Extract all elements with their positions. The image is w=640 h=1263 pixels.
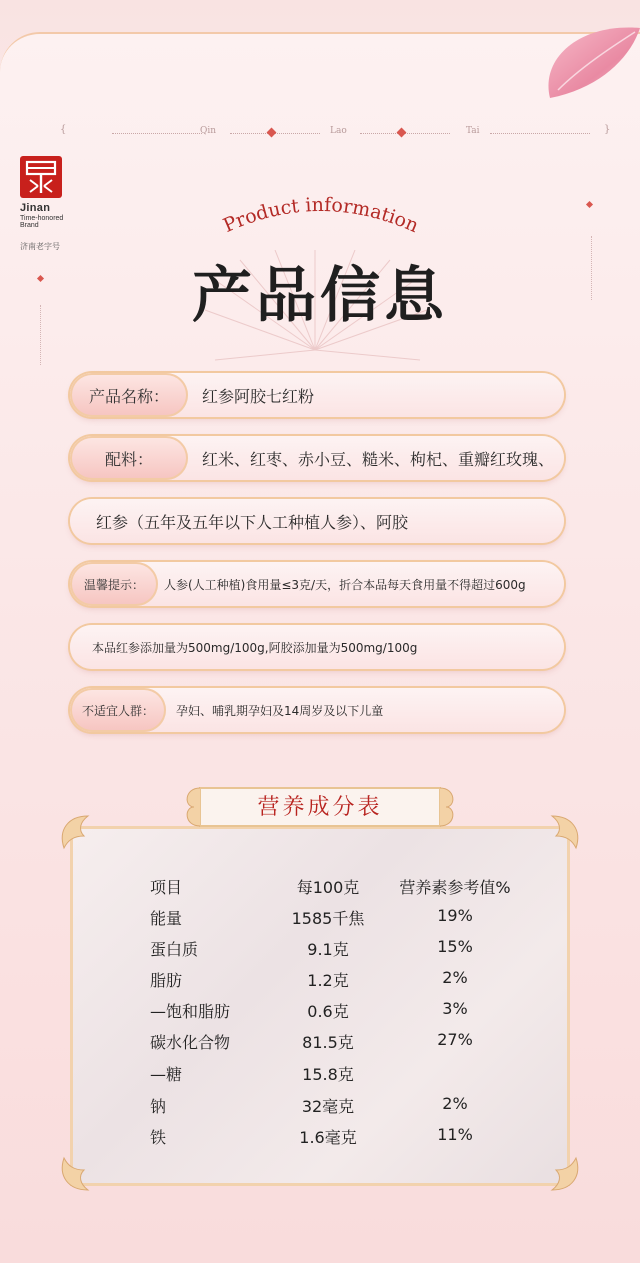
cell-item: 碳水化合物 <box>150 1033 231 1052</box>
cell-item: 脂肪 <box>150 971 183 990</box>
info-tag: 配料： <box>70 436 188 480</box>
cell-nrv: 3% <box>442 999 468 1018</box>
cell-amount: 81.5克 <box>302 1033 354 1052</box>
info-value: 本品红参添加量为500mg/100g,阿胶添加量为500mg/100g <box>92 640 418 655</box>
info-tag: 温馨提示： <box>70 562 158 606</box>
info-ingredients <box>70 436 564 480</box>
cell-amount: 0.6克 <box>307 1002 349 1021</box>
brand-text <box>20 203 63 229</box>
info-ingredients-cont <box>70 499 564 543</box>
ornament-corner-icon <box>54 810 104 850</box>
rose-petal-decoration <box>530 18 640 108</box>
table-row <box>150 1030 510 1054</box>
table-row <box>150 968 510 992</box>
header-per100g: 每100克 <box>296 878 360 897</box>
cell-item: 蛋白质 <box>150 940 199 959</box>
info-unsuitable <box>70 688 564 732</box>
table-row <box>150 1094 510 1118</box>
bracket-right: } <box>604 124 611 135</box>
deco-word-qin: Qin <box>200 126 217 136</box>
cell-item: 铁 <box>150 1128 167 1147</box>
info-value: 红米、红枣、赤小豆、糙米、枸杞、重瓣红玫瑰、 <box>202 449 555 469</box>
table-row <box>150 937 510 961</box>
info-value: 红参阿胶七红粉 <box>202 386 315 406</box>
info-value: 红参（五年及五年以下人工种植人参）、阿胶 <box>96 512 409 532</box>
header-nrv: 营养素参考值% <box>399 878 511 897</box>
cell-nrv: 2% <box>442 968 468 987</box>
table-row <box>150 906 510 930</box>
info-tag: 不适宜人群： <box>70 688 166 732</box>
product-information-heading <box>190 180 450 250</box>
page-title: 产品信息 <box>192 261 448 331</box>
nutrition-title: 营养成分表 <box>257 795 383 820</box>
brand-logo <box>20 156 62 198</box>
svg-text:Product information: Product information <box>220 193 422 238</box>
header-item: 项目 <box>150 878 183 897</box>
cell-amount: 15.8克 <box>302 1065 354 1084</box>
ornament-corner-icon <box>536 1156 586 1196</box>
table-row <box>150 1125 510 1149</box>
cell-amount: 1.6毫克 <box>299 1128 357 1147</box>
cell-amount: 1585千焦 <box>291 909 365 928</box>
cell-nrv: 2% <box>442 1094 468 1113</box>
deco-word-tai: Tai <box>466 126 480 136</box>
brand-name: Jinan <box>20 202 51 214</box>
cell-item: —糖 <box>150 1065 183 1084</box>
brand-line-3: Brand <box>20 221 39 229</box>
ornament-corner-icon <box>54 1156 104 1196</box>
deco-word-lao: Lao <box>330 126 347 136</box>
info-tag: 产品名称： <box>70 373 188 417</box>
cell-nrv: 15% <box>437 937 473 956</box>
cell-nrv: 11% <box>437 1125 473 1144</box>
cell-amount: 1.2克 <box>307 971 349 990</box>
info-value: 孕妇、哺乳期孕妇及14周岁及以下儿童 <box>176 703 384 718</box>
cell-item: 能量 <box>150 909 183 928</box>
cell-nrv: 27% <box>437 1030 473 1049</box>
brand-script: 济南老字号 <box>20 242 60 251</box>
info-tip <box>70 562 564 606</box>
table-row <box>150 999 510 1023</box>
cell-amount: 9.1克 <box>307 940 349 959</box>
ornament-corner-icon <box>536 810 586 850</box>
table-row <box>150 1062 510 1086</box>
bracket-left: { <box>60 124 67 135</box>
brand-line-2: Time-honored <box>20 214 64 222</box>
info-dosage <box>70 625 564 669</box>
info-value: 人参(人工种植)食用量≤3克/天，折合本品每天食用量不得超过600g <box>164 577 526 592</box>
nutrition-header-row <box>150 875 510 899</box>
cell-nrv: 19% <box>437 906 473 925</box>
cell-amount: 32毫克 <box>301 1097 355 1116</box>
cell-item: —饱和脂肪 <box>150 1002 231 1021</box>
cell-item: 钠 <box>150 1097 167 1116</box>
brand-seal-icon <box>20 156 62 198</box>
info-product-name <box>70 373 564 417</box>
